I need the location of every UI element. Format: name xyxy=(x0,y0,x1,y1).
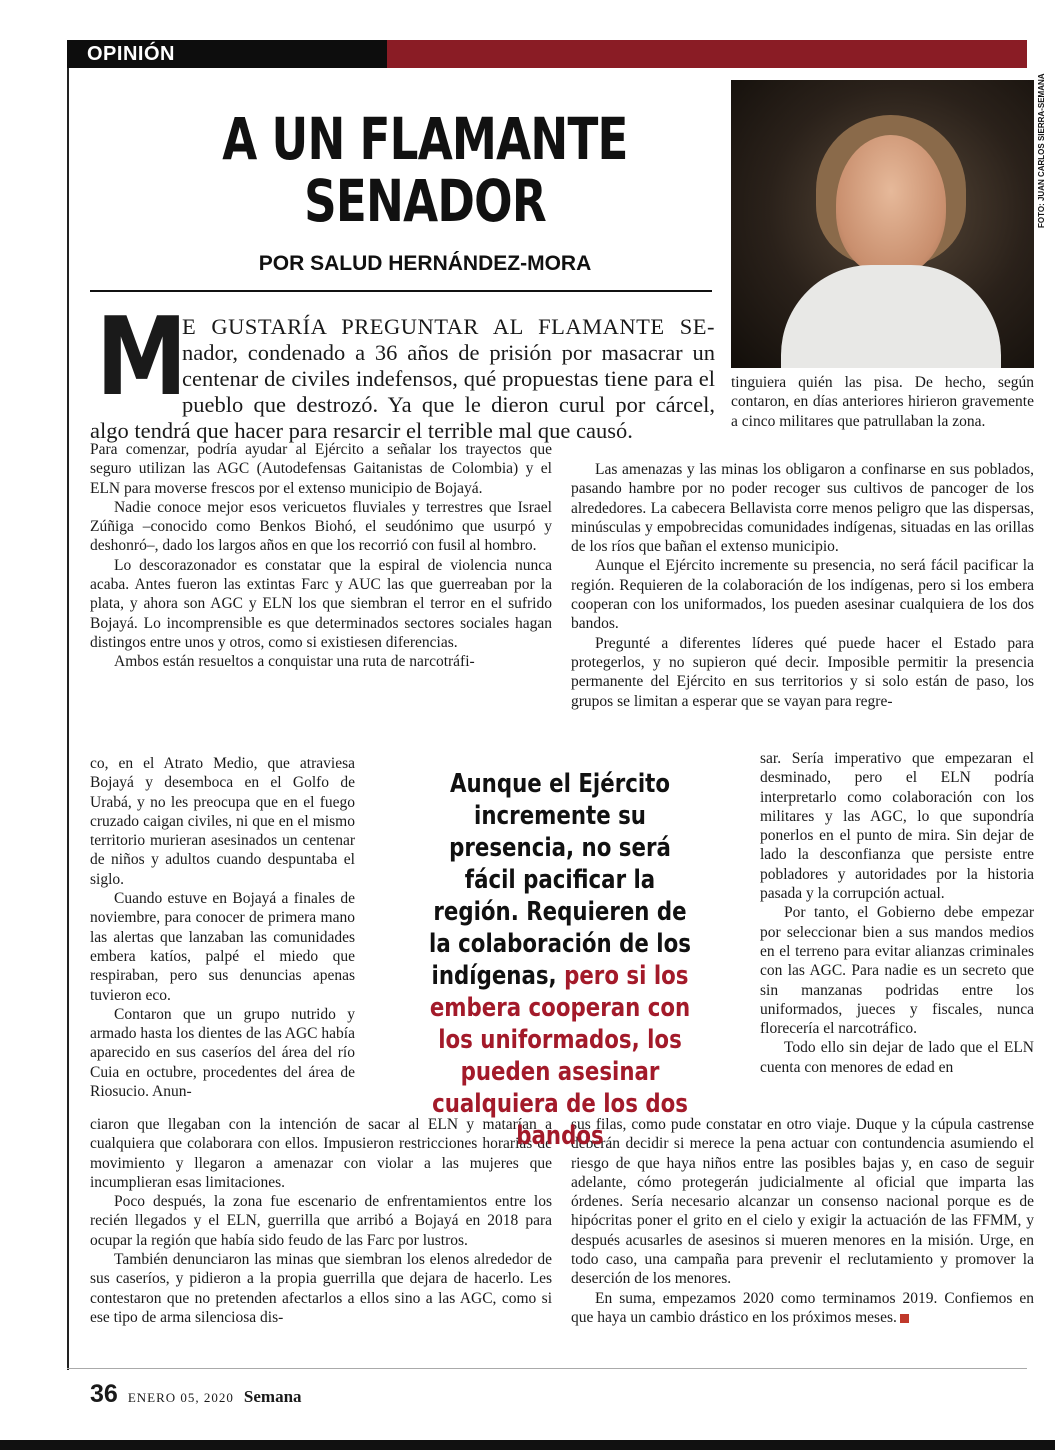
paragraph: tinguiera quién las pisa. De hecho, según contaron, en días anteriores hirieron gravemente a cinco militares que patrullaban la zona. xyxy=(731,374,1034,430)
issue-date: ENERO 05, 2020 xyxy=(127,1390,234,1405)
article-headline xyxy=(218,105,631,235)
author-photo xyxy=(731,80,1034,368)
paragraph: Para comenzar, podría ayudar al Ejército a señalar los trayectos que seguro utilizan las AGC (Autodefensas Gaitanistas de Colombia) y el ELN para moverse frescos por el extenso municipio de Bojayá. xyxy=(90,441,552,497)
right-column-top xyxy=(731,373,1034,431)
paragraph: sar. Sería imperativo que empezaran el desminado, pero el ELN podría interpretarlo como colaboración con los militares y las AGC, lo que supondría ponerlos en el punto de mira. Sin dejar de lado la desconfianza que persiste entre pobladores y autoridades por la historia pasada y la corrupción actual. xyxy=(760,750,1034,903)
page-number: 36 xyxy=(90,1380,118,1408)
paragraph: Ambos están resueltos a conquistar una ruta de narcotráfi- xyxy=(114,653,475,671)
left-column-top xyxy=(90,440,552,672)
paragraph: co, en el Atrato Medio, que atraviesa Bojayá y desemboca en el Golfo de Urabá, y no les preocupa que en el fuego cruzado caigan civiles, ni que en el mismo territorio murieran asesinados un centenar de niños y adultos cuando despuntaba el siglo. xyxy=(90,755,355,888)
dropcap-letter: M xyxy=(96,295,188,420)
footer-divider xyxy=(67,1368,1027,1369)
left-column-narrow xyxy=(90,754,355,1101)
paragraph: Contaron que un grupo nutrido y armado hasta los dientes de las AGC había aparecido en sus caseríos del área del río Cuia en octubre, procedentes del área de Riosucio. Anun- xyxy=(90,1005,355,1101)
right-column-narrow xyxy=(760,749,1034,1077)
page-footer xyxy=(90,1380,302,1409)
headline-line-2: SENADOR xyxy=(304,167,546,235)
pull-quote-black-text: Aunque el Ejército incremente su presencia, no será fácil pacificar la región. Requieren de la colaboración de los indígenas, xyxy=(429,769,691,991)
paragraph: Nadie conoce mejor esos vericuetos fluviales y terrestres que Israel Zúñiga –conocido como Benkos Biohó, el seudónimo que usurpó y deshonró–, dado los largos años en que los recorrió con fusil al hombro. xyxy=(90,498,552,555)
lead-caps-text: E GUSTARÍA PREGUNTAR AL FLAMANTE SE- xyxy=(182,314,715,339)
publication-name: Semana xyxy=(243,1387,302,1406)
pull-quote xyxy=(421,768,700,1152)
section-accent-bar xyxy=(387,40,1027,68)
paragraph: Aunque el Ejército incremente su presencia, no será fácil pacificar la región. Requieren de la colaboración de los indígenas, pero si los embera cooperan con los uniformados, los pueden asesinar cualquiera de los dos bandos. xyxy=(571,557,1034,633)
lead-text: nador, condenado a 36 años de prisión por masacrar un centenar de civiles indefensos, qué propuestas tiene para el pueblo que destrozó. Ya que le dieron curul por cárcel, algo tendrá que hacer para resarcir el terrible mal que causó. xyxy=(90,340,715,443)
paragraph: Lo descorazonador es constatar que la espiral de violencia nunca acaba. Antes fueron las extintas Farc y AUC las que guerreaban por la plata, y ahora son AGC y ELN los que siembran el terror en el sufrido Bojayá. Lo incomprensible es que determinados sectores sociales hagan distingos entre unos y otros, como si existiesen diferencias. xyxy=(90,556,552,651)
paragraph: Por tanto, el Gobierno debe empezar por seleccionar bien a sus mandos medios en el terreno para evitar alianzas criminales con las AGC. Para nadie es un secreto que sin manzanas podridas entre los uniformados, jueces y fiscales, nunca florecería el narcotráfico. xyxy=(760,904,1034,1038)
paragraph: También denunciaron las minas que siembran los elenos alrededor de sus caseríos, y pidieron a la propia guerrilla que dejara de hacerlo. Les contestaron que no pretenden afectarlos a ellos sino a las AGC, como si ese tipo de arma silenciosa dis- xyxy=(90,1251,552,1326)
paragraph: sus filas, como pude constatar en otro viaje. Duque y la cúpula castrense deberán decidir si merece la pena actuar con contundencia asumiendo el riesgo de que haya niños entre las posibles bajas y, en caso de seguir adelante, cómo protegerán judicialmente al oficial que imparta las órdenes. Sería necesario alcanzar un consenso nacional porque es de hipócritas poner el grito en el cielo y exigir la actuación de las FFMM, y después acusarles de asesinos si mueren menores en la misión. Urge, en todo caso, una campaña para prevenir el reclutamiento y promover la deserción de los menores. xyxy=(571,1116,1034,1288)
pull-quote-red-text: pero si los embera cooperan con los uniformados, los pueden asesinar cualquiera de los dos bandos xyxy=(429,961,691,1151)
paragraph: Cuando estuve en Bojayá a finales de noviembre, para conocer de primera mano las alertas que lanzaban las comunidades embera katíos, palpé el miedo que respiraban, pero sus denuncias apenas tuvieron eco. xyxy=(90,890,355,1004)
right-column-main xyxy=(571,460,1034,711)
paragraph: Todo ello sin dejar de lado que el ELN cuenta con menores de edad en xyxy=(760,1039,1034,1076)
photo-face-shape xyxy=(836,135,946,275)
paragraph: Las amenazas y las minas los obligaron a confinarse en sus poblados, pasando hambre por no poder recoger sus cultivos de pancoger de los alrededores. La cabecera Bellavista corre menos peligro que las dispersas, minúsculas y empobrecidas comunidades indígenas, situadas en las orillas de los ríos que bañan el extenso municipio. xyxy=(571,461,1034,556)
photo-credit: FOTO: JUAN CARLOS SIERRA-SEMANA xyxy=(1037,73,1046,228)
section-label: OPINIÓN xyxy=(67,40,387,68)
scan-bottom-edge xyxy=(0,1440,1055,1450)
article-lead xyxy=(90,295,715,444)
article-byline: POR SALUD HERNÁNDEZ-MORA xyxy=(258,252,592,275)
headline-divider xyxy=(90,290,712,292)
paragraph: ciaron que llegaban con la intención de sacar al ELN y matarían a cualquiera que colaborara con ellos. Impusieron restricciones horarias de movimiento y llegaron a amenazar con violar a las mujeres que incumplieran esas limitaciones. xyxy=(90,1116,552,1191)
photo-shirt-shape xyxy=(781,265,1001,368)
section-header-bar xyxy=(67,40,1027,68)
closing-sentence: En suma, empezamos 2020 como terminamos 2019. Confiemos en que haya un cambio drástico en los próximos meses. xyxy=(571,1289,1034,1326)
end-of-article-mark xyxy=(900,1314,909,1323)
headline-line-1: A UN FLAMANTE xyxy=(222,105,628,173)
paragraph: Poco después, la zona fue escenario de enfrentamientos entre los recién llegados y el ELN, guerrilla que arribó a Bojayá en 2018 para ocupar la región que había sido feudo de las Farc por lustros. xyxy=(90,1193,552,1249)
paragraph xyxy=(571,1289,1034,1328)
page-frame-rule xyxy=(67,40,69,1370)
paragraph: Pregunté a diferentes líderes qué puede hacer el Estado para protegerlos, y no supieron qué decir. Imposible permitir la presencia permanente del Ejército en sus territorios y si solo están de paso, los grupos se limitan a esperar que se vayan para regre- xyxy=(571,634,1034,710)
